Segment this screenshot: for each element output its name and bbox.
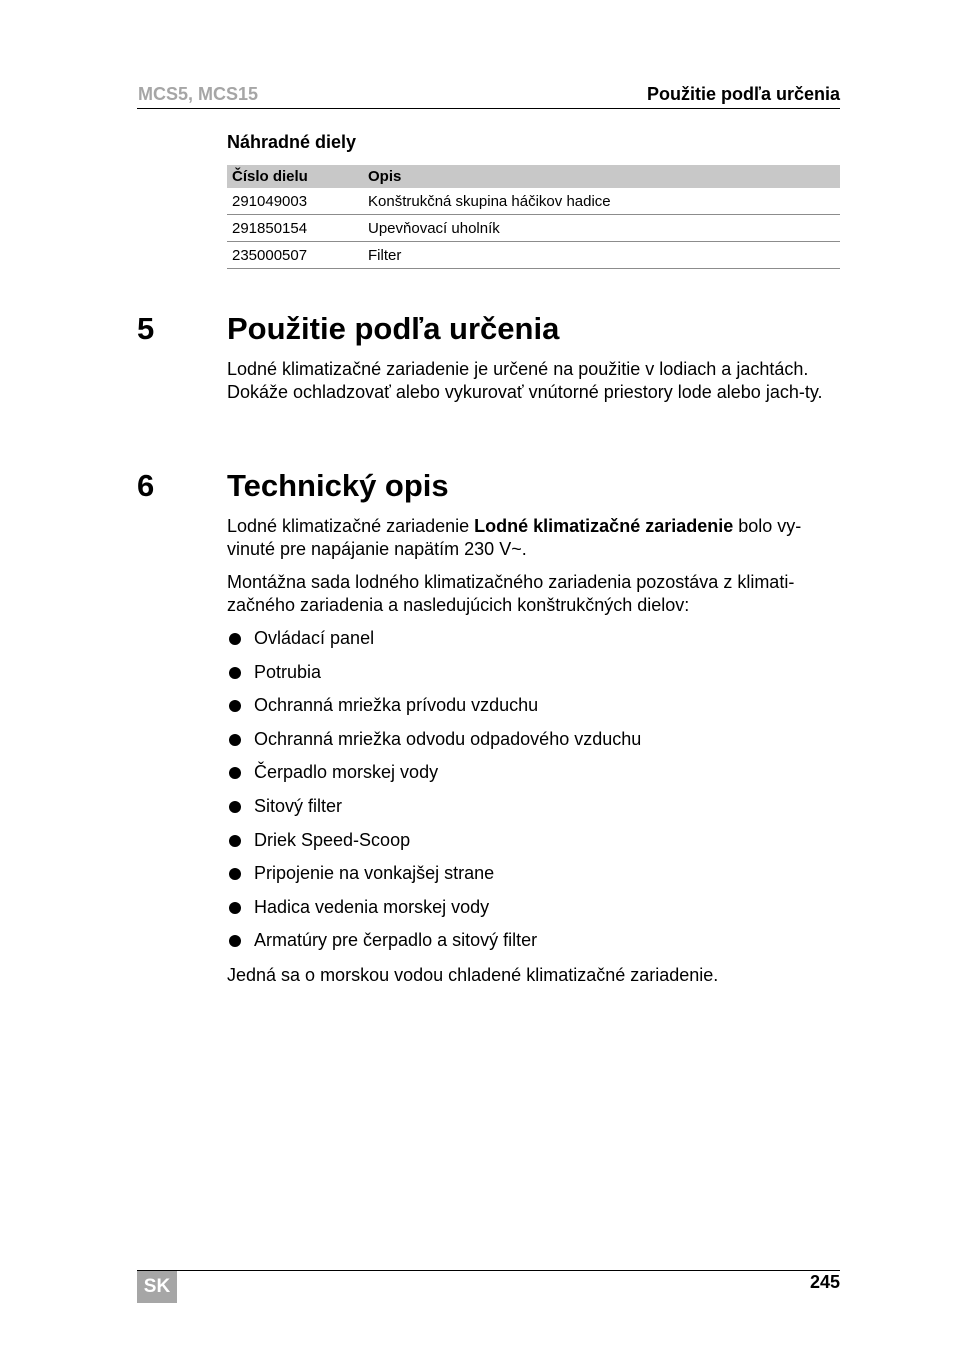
column-header-part-number: Číslo dielu	[227, 165, 363, 188]
page-number: 245	[809, 1272, 840, 1292]
bullet-icon	[229, 801, 241, 813]
intro-text-start: Lodné klimatizačné zariadenie	[227, 516, 475, 536]
list-item-text: Driek Speed-Scoop	[254, 829, 411, 850]
section-6-title: Technický opis	[227, 468, 449, 503]
table-header-row	[227, 165, 840, 188]
product-name-bold: Lodné klimatizačné zariadenie	[474, 516, 734, 536]
part-description-cell: Filter	[363, 242, 840, 269]
part-number-cell: 291049003	[227, 188, 363, 215]
part-description-cell: Upevňovací uholník	[363, 215, 840, 242]
list-item	[227, 728, 641, 762]
list-item	[227, 862, 641, 896]
part-number-cell: 291850154	[227, 215, 363, 242]
list-item	[227, 627, 641, 661]
list-item-text: Armatúry pre čerpadlo a sitový filter	[254, 930, 538, 951]
bullet-icon	[229, 767, 241, 779]
list-item-text: Potrubia	[254, 661, 322, 682]
list-item	[227, 829, 641, 863]
bullet-icon	[229, 700, 241, 712]
column-header-description: Opis	[363, 165, 840, 188]
list-item-text: Ochranná mriežka prívodu vzduchu	[254, 695, 539, 716]
bullet-icon	[229, 667, 241, 679]
part-number-cell: 235000507	[227, 242, 363, 269]
section-5-text: Lodné klimatizačné zariadenie je určené na použitie v lodiach a jachtách. Dokáže ochladzovať alebo vykurovať vnútorné priestory lode alebo jach-ty.	[227, 359, 823, 402]
list-item	[227, 929, 641, 963]
component-list	[227, 627, 641, 963]
bullet-icon	[229, 935, 241, 947]
section-6-closing: Jedná sa o morskou vodou chladené klimatizačné zariadenie.	[227, 965, 719, 985]
bullet-icon	[229, 835, 241, 847]
list-item-text: Čerpadlo morskej vody	[254, 762, 439, 783]
header-divider	[137, 108, 840, 109]
list-item-text: Pripojenie na vonkajšej strane	[254, 863, 495, 884]
bullet-icon	[229, 734, 241, 746]
spare-parts-table	[227, 165, 840, 269]
language-badge: SK	[137, 1271, 177, 1303]
list-item	[227, 795, 641, 829]
bullet-icon	[229, 868, 241, 880]
section-6-kit-description: Montážna sada lodného klimatizačného zariadenia pozostáva z klimati-začného zariadenia a nasledujúcich konštrukčných dielov:	[227, 572, 795, 615]
table-row	[227, 215, 840, 242]
intro-text-end: bolo vy-vinuté pre napájanie napätím 230 V~.	[227, 516, 802, 559]
bullet-icon	[229, 902, 241, 914]
header-model-names: MCS5, MCS15	[138, 84, 259, 104]
list-item-text: Ochranná mriežka odvodu odpadového vzduchu	[254, 728, 642, 749]
list-item-text: Hadica vedenia morskej vody	[254, 896, 490, 917]
list-item-text: Sitový filter	[254, 795, 343, 816]
section-6-number: 6	[137, 468, 155, 503]
list-item	[227, 661, 641, 695]
section-6-intro	[227, 515, 841, 561]
part-description-cell: Konštrukčná skupina háčikov hadice	[363, 188, 840, 215]
list-item	[227, 761, 641, 795]
list-item	[227, 694, 641, 728]
table-row	[227, 242, 840, 269]
footer-divider	[137, 1270, 840, 1271]
header-section-title: Použitie podľa určenia	[647, 84, 840, 104]
section-5-title: Použitie podľa určenia	[227, 311, 560, 346]
section-5-number: 5	[137, 311, 155, 346]
list-item	[227, 896, 641, 930]
spare-parts-heading: Náhradné diely	[227, 132, 357, 152]
table-row	[227, 188, 840, 215]
list-item-text: Ovládací panel	[254, 628, 375, 648]
bullet-icon	[229, 633, 241, 645]
